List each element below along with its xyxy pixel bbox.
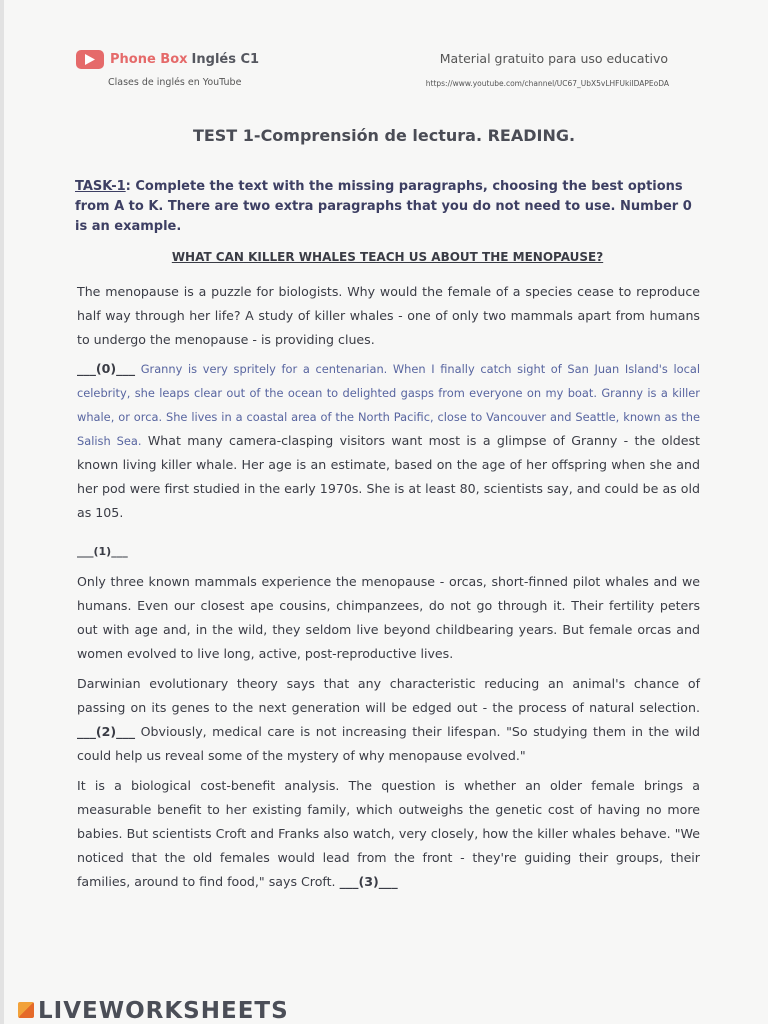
brand-level: Inglés C1 — [191, 52, 260, 67]
article-title: WHAT CAN KILLER WHALES TEACH US ABOUT THE MENOPAUSE? — [171, 250, 604, 264]
gap-1-marker: ___(1)___ — [77, 545, 128, 558]
gap-0-rest: What many camera-clasping visitors want most is a glimpse of Granny - the oldest known living killer whale. Her age is an estimate, based on the age of her offspring when she and her pod were first studied in the early 1970s. She is at least 80, scientists say, and could be as old as 105. — [77, 433, 700, 520]
gap-0-marker: ___(0)___ — [77, 361, 136, 376]
paragraph-3 — [77, 672, 700, 768]
brand-name: Phone Box — [110, 52, 188, 67]
test-title: TEST 1-Comprensión de lectura. READING. — [192, 126, 576, 145]
article-intro: The menopause is a puzzle for biologists. Why would the female of a species cease to reproduce half way through her life? A study of killer whales - one of only two mammals apart from humans to undergo the menopause - is providing clues. — [77, 284, 700, 347]
gap-2-marker: ___(2)___ — [77, 724, 136, 739]
page-header — [0, 0, 768, 100]
task-label: TASK-1 — [75, 179, 126, 194]
gap-0-example: Granny is very spritely for a centenarian. When I finally catch sight of San Juan Island's local celebrity, she leaps clear out of the ocean to delighted gasps from everyone on my boat. Granny is a killer whale, or orca. She lives in a coastal area of the North Pacific, close to Vancouver and Seattle, known as the Salish Sea. — [77, 362, 700, 448]
paragraph-gap-0 — [77, 357, 700, 525]
paragraph-2: Only three known mammals experience the menopause - orcas, short-finned pilot whales and we humans. Even our closest ape cousins, chimpanzees, do not go through it. Their fertility peters out with age and, in the wild, they seldom live beyond childbearing years. But female orcas and women evolved to live long, active, post-reproductive lives. — [77, 574, 700, 661]
paragraph-4 — [77, 774, 700, 894]
liveworksheets-text: LIVEWORKSHEETS — [38, 998, 289, 1024]
liveworksheets-icon — [18, 1002, 34, 1018]
paragraph-3-start: Darwinian evolutionary theory says that any characteristic reducing an animal's chance of passing on its genes to the next generation will be edged out - the process of natural selection. — [77, 676, 700, 715]
paragraph-4-text: It is a biological cost-benefit analysis. The question is whether an older female brings a measurable benefit to her existing family, which outweighs the genetic cost of having no more babies. But scientists Croft and Franks also watch, very closely, how the killer whales behave. "We noticed that the old females would lead from the front - they're guiding their groups, their families, around to find food," says Croft. — [77, 778, 700, 889]
page-edge — [0, 0, 4, 1024]
task-instructions — [75, 177, 695, 237]
channel-logo — [76, 50, 259, 69]
paragraph-3-end: Obviously, medical care is not increasing their lifespan. "So studying them in the wild could help us reveal some of the mystery of why menopause evolved." — [77, 724, 700, 763]
channel-url: https://www.youtube.com/channel/UC67_UbX5vLHFUkiIDAPEoDA — [425, 79, 669, 88]
youtube-play-icon — [76, 50, 104, 69]
channel-tagline: Clases de inglés en YouTube — [108, 77, 242, 88]
gap-3-marker: ___(3)___ — [339, 874, 398, 889]
task-instruction: : Complete the text with the missing paragraphs, choosing the best options from A to K. There are two extra paragraphs that you do not need to use. Number 0 is an example. — [75, 179, 692, 234]
liveworksheets-logo — [18, 994, 289, 1024]
material-note: Material gratuito para uso educativo — [439, 51, 668, 66]
